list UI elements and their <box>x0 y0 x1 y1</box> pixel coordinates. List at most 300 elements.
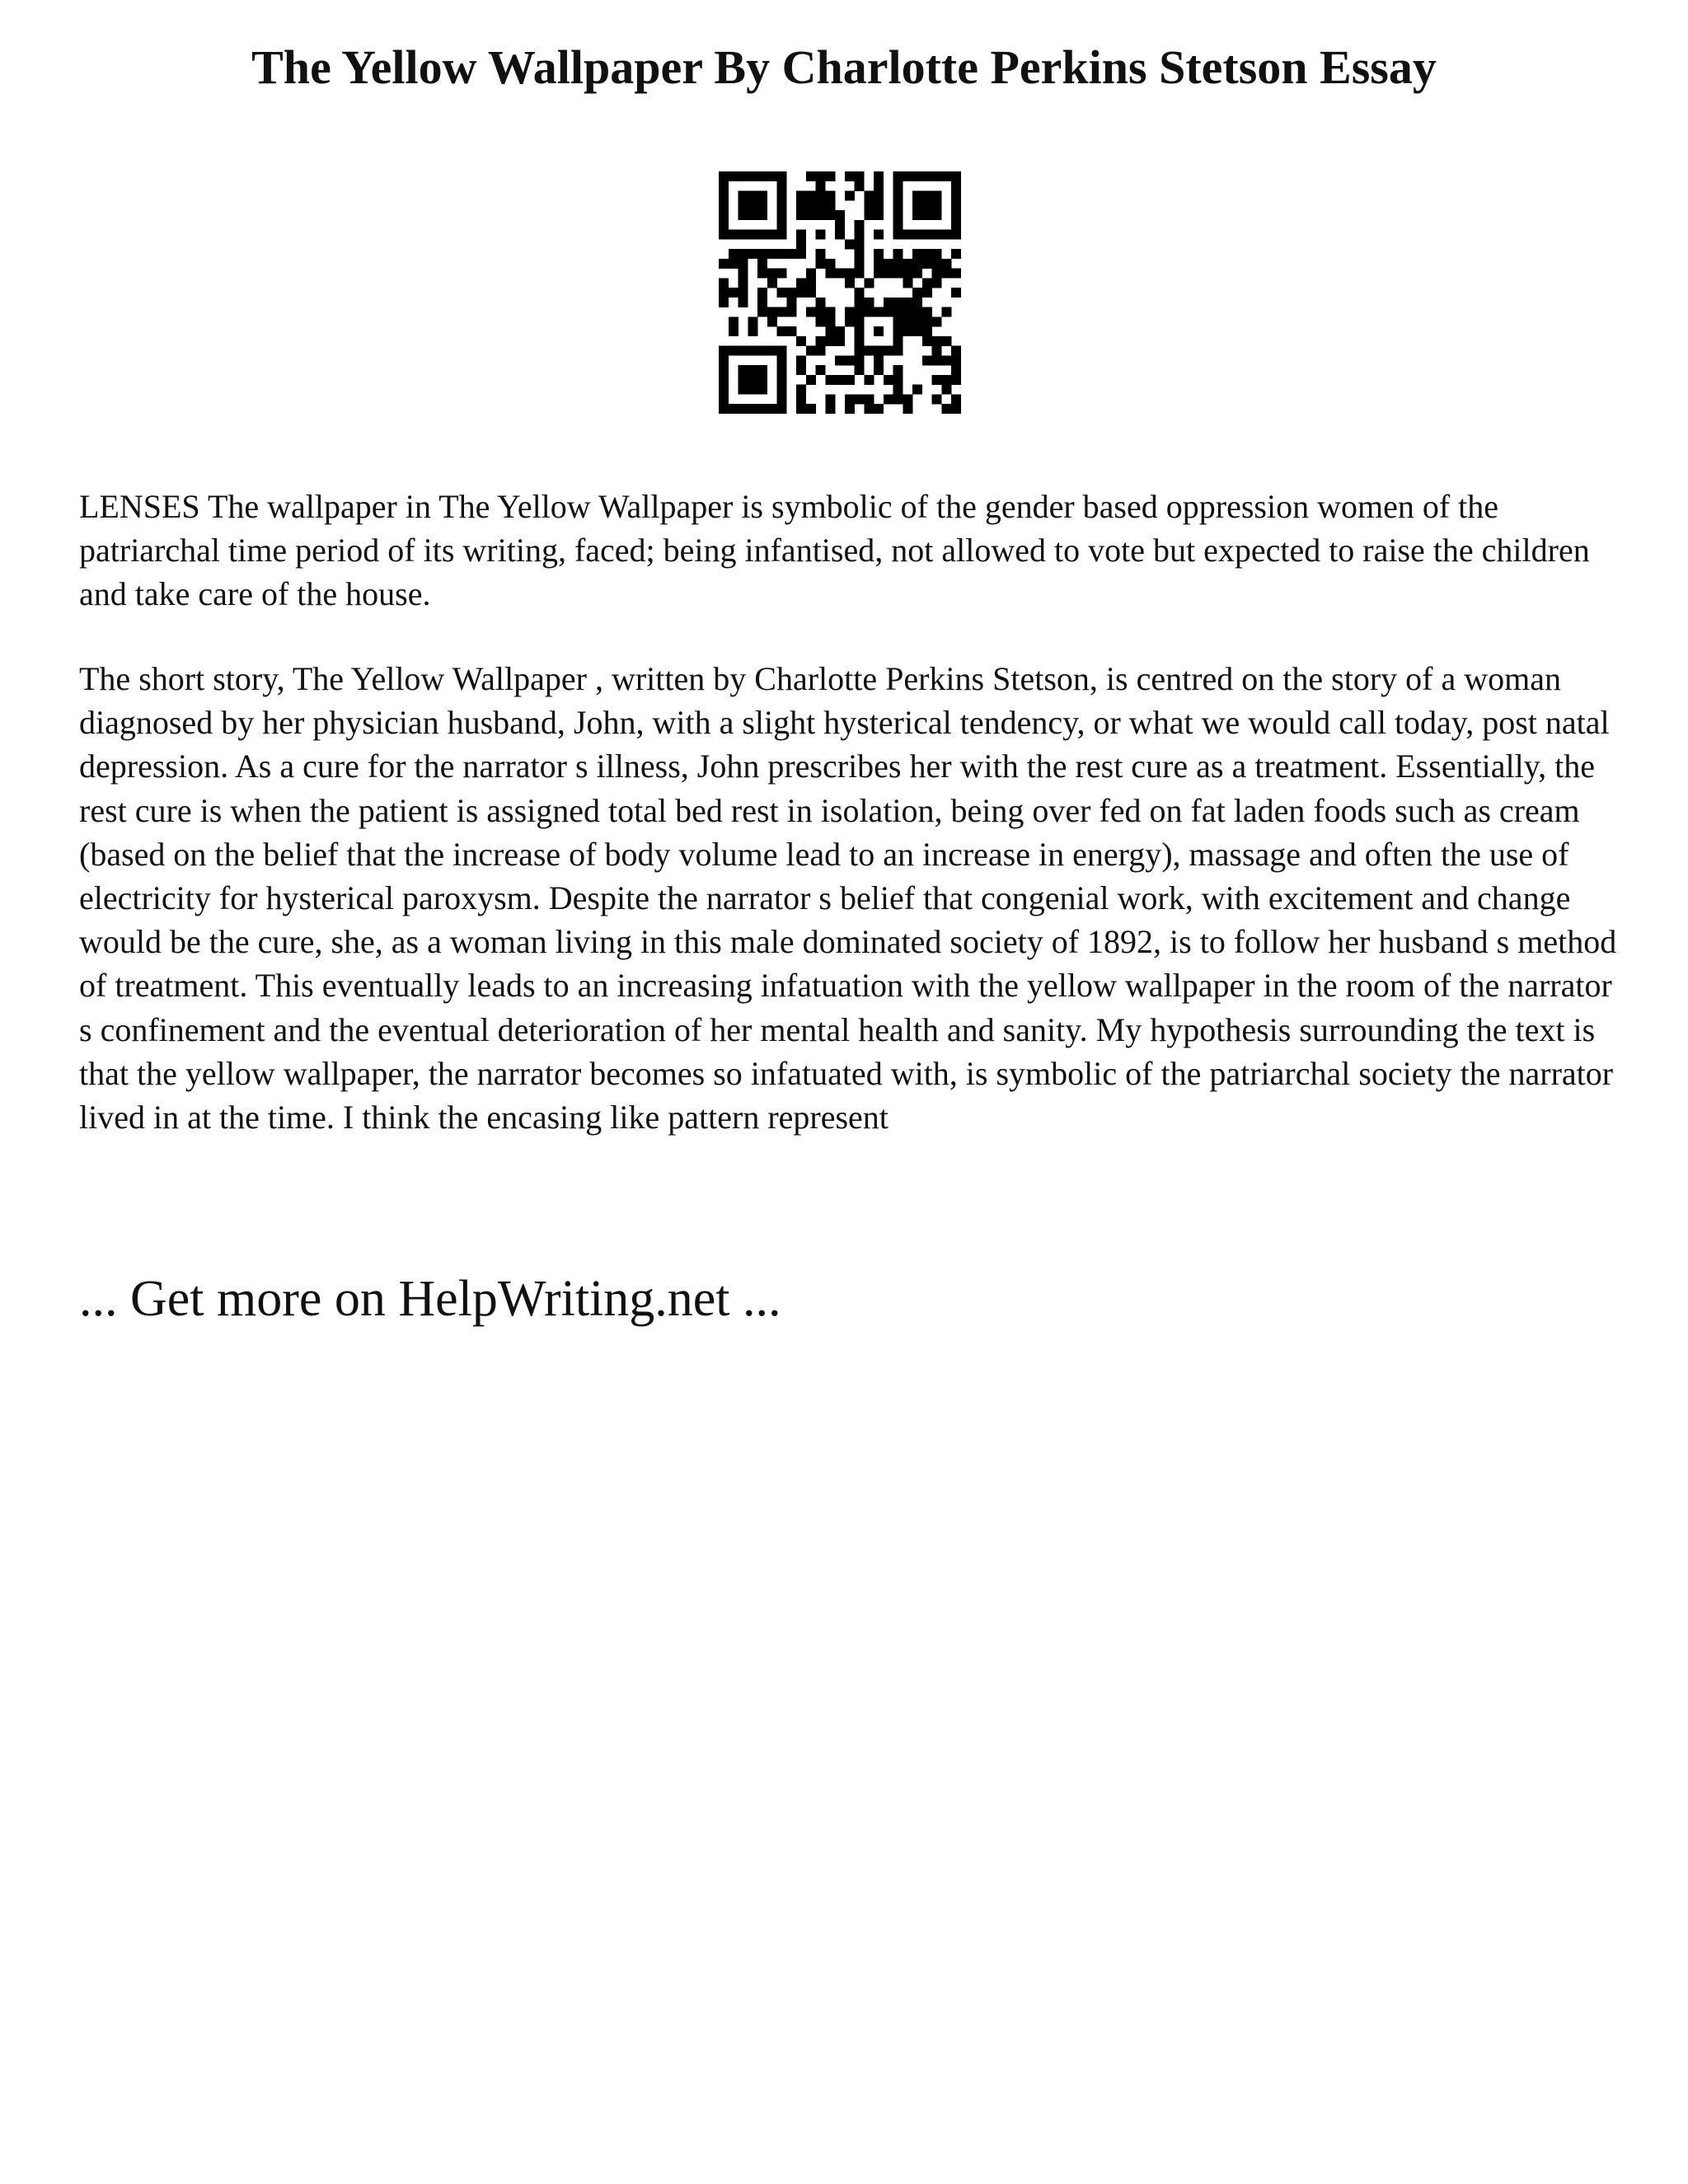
qr-module <box>893 230 903 240</box>
qr-module <box>738 259 748 269</box>
qr-module <box>738 298 748 307</box>
qr-module <box>845 404 855 414</box>
qr-module <box>855 171 865 181</box>
qr-module <box>816 210 826 220</box>
qr-module <box>922 278 932 288</box>
qr-module <box>893 326 903 336</box>
qr-module <box>796 278 806 288</box>
qr-module <box>941 259 951 269</box>
qr-module <box>932 230 942 240</box>
qr-module <box>767 230 777 240</box>
qr-module <box>719 394 729 404</box>
qr-module <box>903 404 912 414</box>
qr-module <box>729 346 738 356</box>
qr-module <box>729 316 738 326</box>
qr-module <box>757 375 767 385</box>
qr-module <box>796 404 806 414</box>
qr-module <box>835 375 845 385</box>
qr-module <box>874 307 884 317</box>
qr-module <box>912 171 922 181</box>
qr-module <box>806 278 816 288</box>
qr-module <box>893 394 903 404</box>
qr-module <box>855 181 865 191</box>
qr-module <box>893 375 903 385</box>
qr-module <box>825 307 835 317</box>
qr-module <box>874 171 884 181</box>
qr-module <box>767 269 777 279</box>
qr-module <box>777 394 787 404</box>
qr-module <box>912 191 922 201</box>
qr-module <box>922 336 932 346</box>
qr-module <box>748 230 757 240</box>
qr-module <box>941 385 951 395</box>
qr-module <box>777 346 787 356</box>
qr-module <box>796 365 806 375</box>
qr-module <box>932 210 942 220</box>
qr-module <box>951 269 961 279</box>
qr-module <box>951 404 961 414</box>
qr-module <box>729 249 738 259</box>
qr-module <box>748 316 757 326</box>
qr-module <box>845 307 855 317</box>
qr-module <box>719 181 729 191</box>
qr-module <box>786 288 796 298</box>
body-paragraph: The short story, The Yellow Wallpaper , written by Charlotte Perkins Stetson, is centred on the story of a woman diagnosed by her physician husband, John, with a slight hysterical tendency, or what we would call today, post natal depression. As a cure for the narrator s illness, John prescribes her with the rest cure as a treatment. Essentially, the rest cure is when the patient is assigned total bed rest in isolation, being over fed on fat laden foods such as cream (based on the belief that the increase of body volume lead to an increase in energy), massage and often the use of electricity for hysterical paroxysm. Despite the narrator s belief that congenial work, with excitement and change would be the cure, she, as a woman living in this male dominated society of 1892, is to follow her husband s method of treatment. This eventually leads to an increasing infatuation with the yellow wallpaper in the room of the narrator s confinement and the eventual deterioration of her mental health and sanity. My hypothesis surrounding the text is that the yellow wallpaper, the narrator becomes so infatuated with, is symbolic of the patriarchal society the narrator lived in at the time. I think the encasing like pattern represent <box>79 660 1617 1137</box>
qr-module <box>941 307 951 317</box>
qr-module <box>738 404 748 414</box>
qr-module <box>884 346 893 356</box>
qr-module <box>941 336 951 346</box>
qr-module <box>874 259 884 269</box>
qr-module <box>825 259 835 269</box>
qr-module <box>757 269 767 279</box>
get-more-link[interactable]: ... Get more on HelpWriting.net ... <box>79 1271 781 1327</box>
qr-module <box>951 191 961 201</box>
qr-module <box>738 200 748 210</box>
qr-module <box>922 307 932 317</box>
qr-module <box>932 336 942 346</box>
qr-module <box>806 200 816 210</box>
qr-module <box>816 191 826 201</box>
qr-module <box>806 288 816 298</box>
qr-module <box>951 210 961 220</box>
qr-module <box>825 316 835 326</box>
qr-module <box>912 385 922 395</box>
qr-module <box>874 181 884 191</box>
qr-module <box>777 269 787 279</box>
qr-module <box>748 346 757 356</box>
qr-module <box>777 200 787 210</box>
qr-module <box>922 249 932 259</box>
qr-module <box>777 249 787 259</box>
qr-module <box>855 288 865 298</box>
qr-module <box>855 394 865 404</box>
qr-module <box>864 346 874 356</box>
qr-module <box>855 336 865 346</box>
qr-module <box>874 230 884 240</box>
qr-module <box>855 259 865 269</box>
qr-module <box>874 269 884 279</box>
qr-module <box>825 394 835 404</box>
qr-module <box>874 191 884 201</box>
qr-module <box>845 239 855 249</box>
qr-module <box>903 316 912 326</box>
qr-module <box>893 269 903 279</box>
qr-module <box>903 278 912 288</box>
qr-module <box>855 249 865 259</box>
qr-module <box>903 307 912 317</box>
qr-module <box>777 191 787 201</box>
qr-module <box>729 259 738 269</box>
qr-module <box>816 365 826 375</box>
qr-module <box>738 191 748 201</box>
qr-module <box>719 230 729 240</box>
qr-module <box>748 404 757 414</box>
qr-module <box>912 249 922 259</box>
qr-module <box>777 404 787 414</box>
qr-module <box>912 210 922 220</box>
qr-module <box>796 239 806 249</box>
qr-module <box>845 269 855 279</box>
qr-module <box>719 288 729 298</box>
qr-module <box>757 259 767 269</box>
qr-module <box>757 385 767 395</box>
document-title: The Yellow Wallpaper By Charlotte Perkins Stetson Essay <box>251 40 1437 94</box>
qr-module <box>835 210 845 220</box>
qr-module <box>903 269 912 279</box>
qr-module <box>816 316 826 326</box>
qr-module <box>932 249 942 259</box>
qr-module <box>903 326 912 336</box>
qr-module <box>912 298 922 307</box>
qr-module <box>757 346 767 356</box>
qr-module <box>816 171 826 181</box>
qr-module <box>757 230 767 240</box>
qr-module <box>757 171 767 181</box>
qr-module <box>903 171 912 181</box>
intro-paragraph: LENSES The wallpaper in The Yellow Wallpaper is symbolic of the gender based oppression women of the patriarchal time period of its writing, faced; being infantised, not allowed to vote but expected to raise the children and take care of the house. <box>79 488 1590 613</box>
qr-module <box>922 316 932 326</box>
qr-module <box>767 171 777 181</box>
qr-module <box>855 307 865 317</box>
qr-module <box>951 171 961 181</box>
qr-module <box>748 249 757 259</box>
qr-module <box>884 269 893 279</box>
qr-module <box>874 210 884 220</box>
qr-module <box>835 230 845 240</box>
qr-module <box>884 394 893 404</box>
qr-module <box>855 355 865 365</box>
qr-module <box>922 210 932 220</box>
qr-module <box>951 365 961 375</box>
qr-module <box>941 404 951 414</box>
qr-module <box>884 375 893 385</box>
qr-module <box>874 200 884 210</box>
qr-module <box>845 316 855 326</box>
qr-module <box>825 326 835 336</box>
qr-module <box>864 278 874 288</box>
qr-module <box>932 394 942 404</box>
qr-module <box>738 346 748 356</box>
qr-module <box>951 249 961 259</box>
qr-module <box>796 230 806 240</box>
qr-module <box>825 404 835 414</box>
qr-module <box>893 307 903 317</box>
qr-module <box>719 404 729 414</box>
qr-module <box>738 171 748 181</box>
qr-module <box>941 269 951 279</box>
qr-module <box>816 249 826 259</box>
qr-module <box>893 346 903 356</box>
qr-module <box>825 200 835 210</box>
qr-module <box>757 200 767 210</box>
qr-module <box>719 171 729 181</box>
qr-module <box>864 200 874 210</box>
qr-module <box>757 210 767 220</box>
qr-module <box>845 394 855 404</box>
qr-module <box>738 375 748 385</box>
qr-module <box>951 230 961 240</box>
qr-module <box>796 336 806 346</box>
qr-module <box>796 249 806 259</box>
qr-module <box>816 298 826 307</box>
qr-module <box>932 346 942 356</box>
qr-module <box>738 278 748 288</box>
qr-module <box>806 346 816 356</box>
qr-module <box>738 269 748 279</box>
qr-module <box>932 278 942 288</box>
qr-module <box>738 210 748 220</box>
qr-module <box>816 230 826 240</box>
qr-module <box>825 269 835 279</box>
qr-module <box>922 355 932 365</box>
qr-module <box>855 326 865 336</box>
qr-module <box>835 326 845 336</box>
qr-module <box>845 355 855 365</box>
qr-module <box>903 298 912 307</box>
qr-module <box>777 355 787 365</box>
qr-module <box>932 191 942 201</box>
qr-module <box>777 220 787 230</box>
qr-module <box>777 210 787 220</box>
qr-module <box>932 355 942 365</box>
qr-module <box>864 210 874 220</box>
qr-module <box>932 259 942 269</box>
qr-module <box>941 230 951 240</box>
qr-module <box>738 230 748 240</box>
qr-module <box>738 385 748 395</box>
qr-module <box>729 404 738 414</box>
qr-module <box>855 316 865 326</box>
qr-module <box>816 200 826 210</box>
qr-module <box>893 200 903 210</box>
qr-module <box>951 200 961 210</box>
qr-module <box>932 171 942 181</box>
qr-module <box>951 220 961 230</box>
qr-module <box>932 269 942 279</box>
qr-module <box>757 307 767 317</box>
qr-module <box>748 200 757 210</box>
qr-module <box>786 249 796 259</box>
qr-module <box>729 288 738 298</box>
qr-module <box>893 191 903 201</box>
qr-module <box>719 278 729 288</box>
qr-module <box>855 269 865 279</box>
qr-module <box>777 181 787 191</box>
qr-module <box>777 385 787 395</box>
qr-module <box>835 355 845 365</box>
qr-module <box>893 249 903 259</box>
qr-module <box>932 375 942 385</box>
qr-module <box>874 404 884 414</box>
qr-module <box>748 191 757 201</box>
qr-module <box>719 385 729 395</box>
qr-module <box>767 278 777 288</box>
qr-module <box>719 355 729 365</box>
qr-module <box>786 307 796 317</box>
qr-module <box>729 326 738 336</box>
qr-module <box>738 249 748 259</box>
qr-module <box>719 365 729 375</box>
qr-module <box>912 326 922 336</box>
qr-module <box>932 200 942 210</box>
qr-module <box>777 375 787 385</box>
qr-module <box>786 326 796 336</box>
qr-module <box>893 316 903 326</box>
qr-module <box>855 365 865 375</box>
qr-module <box>748 375 757 385</box>
qr-module <box>777 171 787 181</box>
qr-module <box>884 259 893 269</box>
qr-module <box>951 346 961 356</box>
qr-module <box>845 375 855 385</box>
qr-module <box>893 365 903 375</box>
qr-module <box>719 375 729 385</box>
qr-module <box>932 316 942 326</box>
qr-module <box>796 355 806 365</box>
qr-module <box>757 288 767 298</box>
qr-module <box>757 404 767 414</box>
qr-module <box>893 336 903 346</box>
qr-module <box>816 346 826 356</box>
qr-module <box>777 230 787 240</box>
qr-module <box>893 298 903 307</box>
qr-module <box>845 171 855 181</box>
qr-module <box>951 181 961 191</box>
qr-module <box>874 355 884 365</box>
qr-module <box>912 269 922 279</box>
qr-module <box>941 171 951 181</box>
qr-module <box>767 316 777 326</box>
qr-module <box>912 316 922 326</box>
qr-module <box>825 210 835 220</box>
qr-module <box>719 259 729 269</box>
qr-module <box>922 200 932 210</box>
qr-module <box>777 288 787 298</box>
qr-module <box>748 385 757 395</box>
qr-module <box>767 404 777 414</box>
qr-module <box>835 220 845 230</box>
qr-module <box>912 288 922 298</box>
qr-module <box>806 269 816 279</box>
qr-module <box>903 394 912 404</box>
qr-module <box>845 191 855 201</box>
qr-module <box>796 288 806 298</box>
qr-module <box>796 394 806 404</box>
qr-module <box>835 336 845 346</box>
qr-module <box>893 210 903 220</box>
qr-module <box>912 307 922 317</box>
qr-module <box>729 230 738 240</box>
qr-module <box>922 230 932 240</box>
qr-module <box>777 326 787 336</box>
qr-module <box>806 375 816 385</box>
qr-module <box>825 375 835 385</box>
qr-module <box>855 230 865 240</box>
qr-module <box>864 404 874 414</box>
qr-module <box>951 394 961 404</box>
qr-module <box>855 220 865 230</box>
qr-module <box>912 200 922 210</box>
qr-module <box>893 220 903 230</box>
qr-module <box>806 191 816 201</box>
qr-module <box>951 288 961 298</box>
qr-module <box>874 326 884 336</box>
qr-module <box>806 307 816 317</box>
qr-module <box>912 259 922 269</box>
qr-module <box>719 210 729 220</box>
qr-module <box>796 210 806 220</box>
qr-module <box>757 249 767 259</box>
qr-module <box>893 259 903 269</box>
qr-module <box>941 355 951 365</box>
qr-module <box>864 191 874 201</box>
qr-module <box>874 249 884 259</box>
qr-module <box>893 171 903 181</box>
qr-module <box>806 210 816 220</box>
qr-module <box>825 171 835 181</box>
qr-module <box>835 269 845 279</box>
qr-module <box>903 230 912 240</box>
qr-module <box>855 346 865 356</box>
qr-module <box>816 259 826 269</box>
qr-module <box>922 259 932 269</box>
qr-module <box>864 298 874 307</box>
qr-module <box>777 307 787 317</box>
qr-module <box>884 298 893 307</box>
qr-module <box>719 191 729 201</box>
qr-module <box>719 298 729 307</box>
qr-module <box>738 288 748 298</box>
qr-module <box>912 230 922 240</box>
qr-module <box>757 191 767 201</box>
qr-module <box>816 181 826 191</box>
qr-module <box>951 355 961 365</box>
qr-module <box>767 249 777 259</box>
qr-module <box>922 326 932 336</box>
qr-module <box>816 336 826 346</box>
qr-module <box>738 365 748 375</box>
qr-module <box>796 191 806 201</box>
qr-module <box>786 298 796 307</box>
qr-module <box>922 288 932 298</box>
qr-module <box>816 307 826 317</box>
qr-module <box>951 375 961 385</box>
qr-module <box>922 171 932 181</box>
qr-module <box>874 365 884 375</box>
qr-module <box>767 307 777 317</box>
qr-module <box>796 385 806 395</box>
